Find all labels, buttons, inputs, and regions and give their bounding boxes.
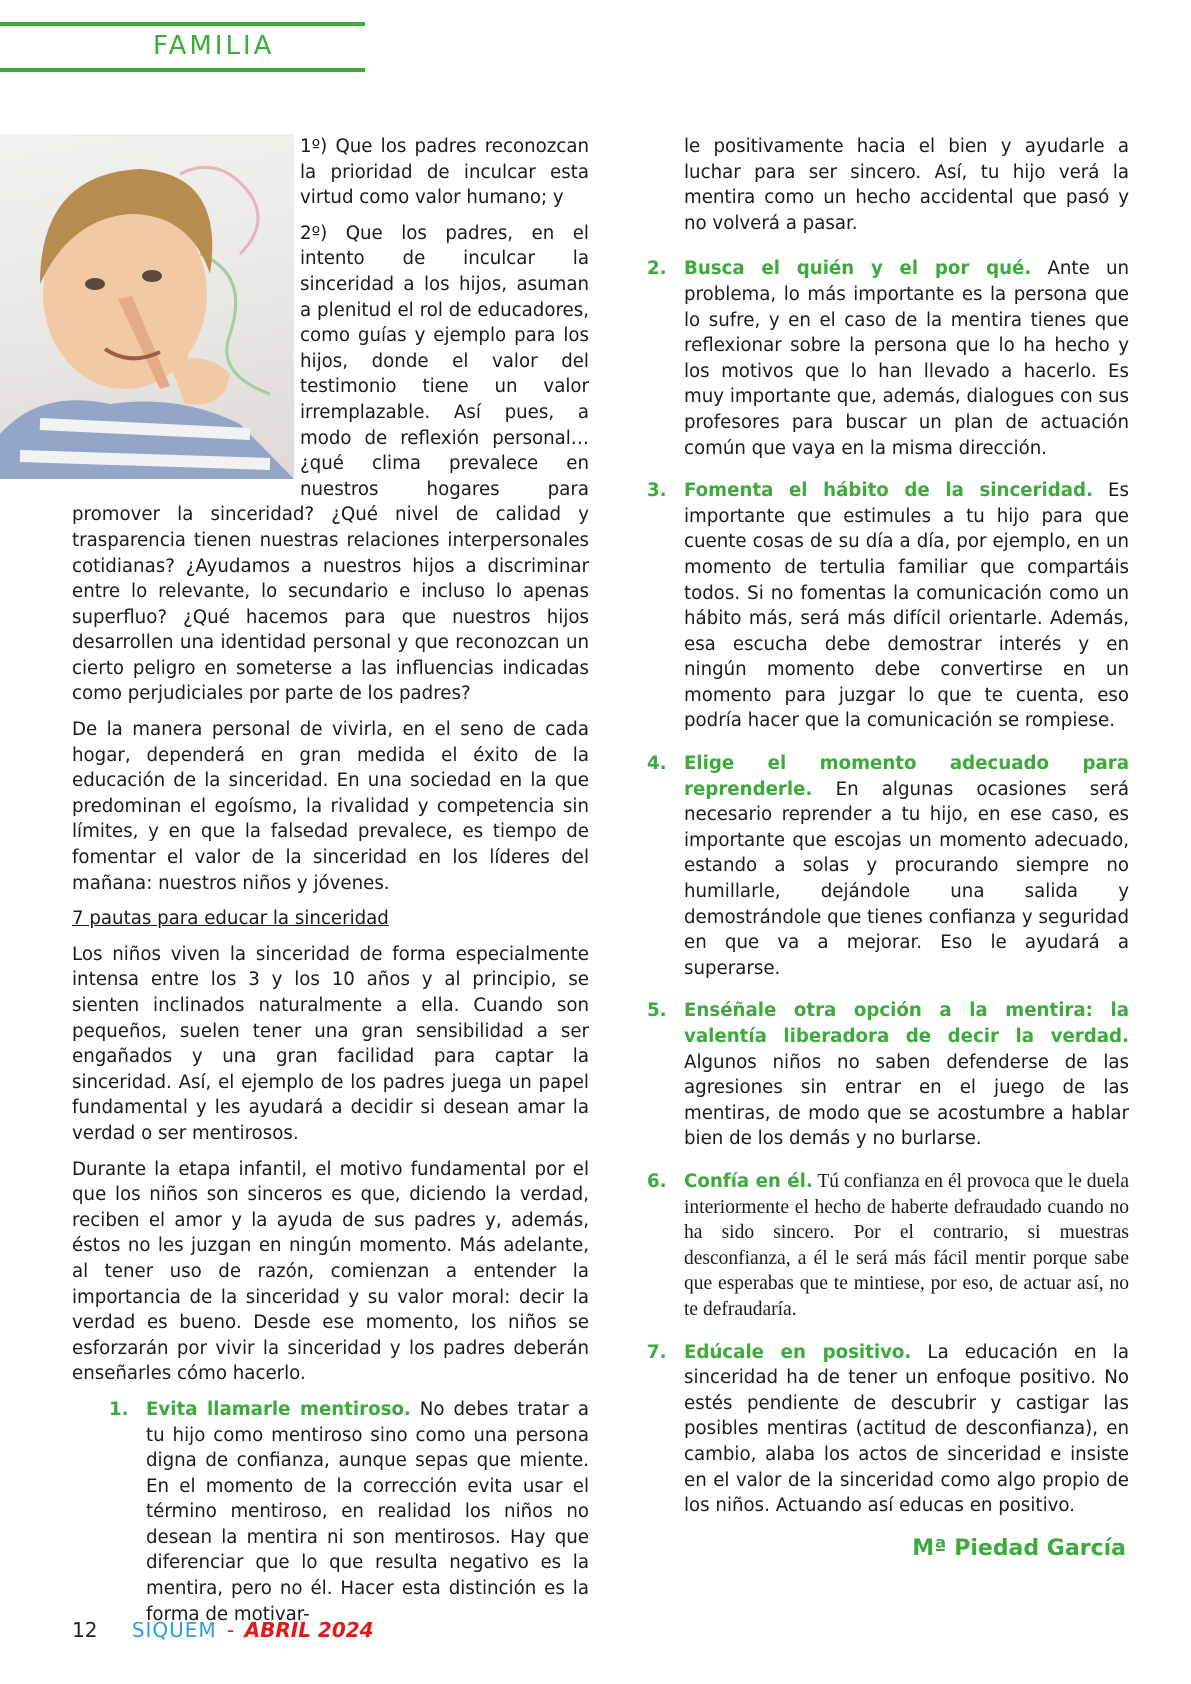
list-number: 3.	[647, 480, 667, 502]
list-heading: Busca el quién y el por qué.	[684, 258, 1032, 280]
header-top-rule	[0, 22, 365, 26]
list-heading: Edúcale en positivo.	[684, 1341, 912, 1363]
list-body: le positivamente hacia el bien y ayudarle a luchar para ser sincero. Así, tu hijo verá la mentira como un hecho accidental que pasó y no volverá a pasar.	[684, 136, 1129, 234]
page-footer	[72, 1618, 374, 1642]
list-item-7	[647, 1340, 1129, 1519]
list-item-3	[647, 478, 1129, 734]
list-number: 7.	[647, 1341, 667, 1363]
list-item-1	[109, 1397, 589, 1627]
paragraph-1: 1º) Que los padres reconozcan la prioridad de inculcar esta virtud como valor humano; y	[300, 136, 589, 209]
header-bottom-rule	[0, 68, 365, 72]
magazine-name: SIQUEM	[131, 1618, 217, 1642]
list-item-2	[647, 256, 1129, 461]
list-body: No debes tratar a tu hijo como mentiroso sino como una persona digna de confianza, aunque sepas que miente. En el momento de la corrección evita usar el término mentiroso, en realidad los niños no desean la mentira ni son mentirosos. Hay que diferenciar que lo que resulta negativo es la mentira, pero no él. Hacer esta distinción es la forma de motivar-	[146, 1398, 589, 1625]
right-column	[647, 134, 1129, 1536]
list-body: Tú confianza en él provoca que le duela interiormente el hecho de haberte defraudado cuando no ha sido sincero. Por el contrario, si muestras desconfianza, a él le será más fácil mentir porque sabe que esperabas que te mintiese, por eso, de actuar así, no te defraudaría.	[684, 1170, 1130, 1320]
list-body: Ante un problema, lo más importante es la persona que lo sufre, y en el caso de la mentira tienes que reflexionar sobre la persona que lo ha hecho y los motivos que lo han llevado a hacerlo. Es muy importante que, además, dialogues con sus profesores para buscar un plan de actuación común que vaya en la misma dirección.	[684, 258, 1129, 459]
list-number: 4.	[647, 753, 667, 775]
boy-illustration	[0, 134, 294, 479]
list-body: Es importante que estimules a tu hijo para que cuente cosas de su día a día, por ejemplo, en un momento de tertulia familiar que compartáis todos. Si no fomentas la comunicación como un hábito más, será más difícil orientarle. Además, esa escucha debe demostrar interés y en ningún momento debe convertirse en un momento para juzgar lo que te cuenta, eso podría hacer que la comunicación se rompiese.	[684, 480, 1130, 732]
issue-date: ABRIL 2024	[244, 1618, 374, 1642]
list-heading: Fomenta el hábito de la sinceridad.	[684, 480, 1093, 502]
list-heading: Confía en él.	[684, 1170, 813, 1192]
list-body: Algunos niños no saben defenderse de las agresiones sin entrar en el juego de las mentiras, de modo que se acostumbre a hablar bien de los demás y no burlarse.	[684, 1051, 1129, 1150]
list-number: 6.	[647, 1170, 667, 1192]
list-item-5	[647, 998, 1129, 1152]
list-body: En algunas ocasiones será necesario reprender a tu hijo, en ese caso, es importante que escojas un momento adecuado, estando a solas y procurando siempre no humillarle, dejándole una salida y demostrándole que tienes confianza y seguridad en que va a mejorar. Eso le ayudará a superarse.	[684, 778, 1129, 979]
paragraph-5: Durante la etapa infantil, el motivo fundamental por el que los niños son sinceros es que, diciendo la verdad, reciben el amor y la ayuda de sus padres y, además, éstos no les juzgan en ningún momento. Más adelante, al tener uso de razón, comienzan a entender la importancia de la sinceridad y su valor moral: decir la verdad es bueno. Desde ese momento, los niños se esforzarán por vivir la sinceridad y los padres deberán enseñarles cómo hacerlo.	[72, 1158, 589, 1385]
list-heading: Elige el momento adecuado para reprenderle.	[684, 753, 1129, 800]
paragraph-2: 2º) Que los padres, en el intento de inculcar la sinceridad a los hijos, asuman a plenitud el rol de educadores, como guías y ejemplo para los hijos, donde el valor del testimonio tiene un valor irremplazable. Así pues, a modo de reflexión personal… ¿qué clima prevalece en nuestros hogares para promover la sinceridad? ¿Qué nivel de calidad y trasparencia tienen nuestras relaciones interpersonales cotidianas? ¿Ayudamos a nuestros hijos a discriminar entre lo relevante, lo secundario e incluso lo apenas superfluo? ¿Qué hacemos para que nuestros hijos desarrollen una identidad personal y que reconozcan un cierto peligro en someterse a las influencias indicadas como perjudiciales por parte de los padres?	[72, 222, 589, 705]
list-item-1-continued	[647, 134, 1129, 236]
list-item-4	[647, 751, 1129, 981]
subheading-7-pautas: 7 pautas para educar la sinceridad	[72, 908, 389, 930]
paragraph-3: De la manera personal de vivirla, en el seno de cada hogar, dependerá en gran medida el éxito de la educación de la sinceridad. En una sociedad en la que predominan el egoísmo, la rivalidad y competencia sin límites, y en que la falsedad prevalece, es tiempo de fomentar el valor de la sinceridad en los líderes del mañana: nuestros niños y jóvenes.	[72, 719, 589, 894]
list-number: 5.	[647, 1000, 667, 1022]
section-title: FAMILIA	[153, 31, 275, 61]
list-body: La educación en la sinceridad ha de tener un enfoque positivo. No estés pendiente de descubrir y castigar las posibles mentiras (actitud de desconfianza), en cambio, alaba los actos de sinceridad e insiste en el valor de la sinceridad como algo propio de los niños. Actuando así educas en positivo.	[684, 1341, 1129, 1517]
paragraph-4: Los niños viven la sinceridad de forma especialmente intensa entre los 3 y los 10 años y al principio, se sienten inclinados naturalmente a ella. Cuando son pequeños, suelen tener una gran sensibilidad a ser engañados y una gran facilidad para captar la sinceridad. Así, el ejemplo de los padres juega un papel fundamental y les ayudará a decidir si desean amar la verdad o ser mentirosos.	[72, 943, 589, 1144]
author-signature: Mª Piedad García	[912, 1536, 1126, 1561]
list-number: 2.	[647, 258, 667, 280]
list-heading: Evita llamarle mentiroso.	[146, 1398, 411, 1420]
list-heading: Enséñale otra opción a la mentira: la valentía liberadora de decir la verdad.	[684, 1000, 1129, 1047]
list-item-6	[647, 1169, 1129, 1323]
left-column	[72, 134, 589, 1644]
footer-separator: -	[227, 1618, 235, 1642]
page-number: 12	[72, 1618, 98, 1642]
list-number: 1.	[109, 1398, 129, 1420]
boy-pinocchio-photo	[0, 134, 294, 479]
